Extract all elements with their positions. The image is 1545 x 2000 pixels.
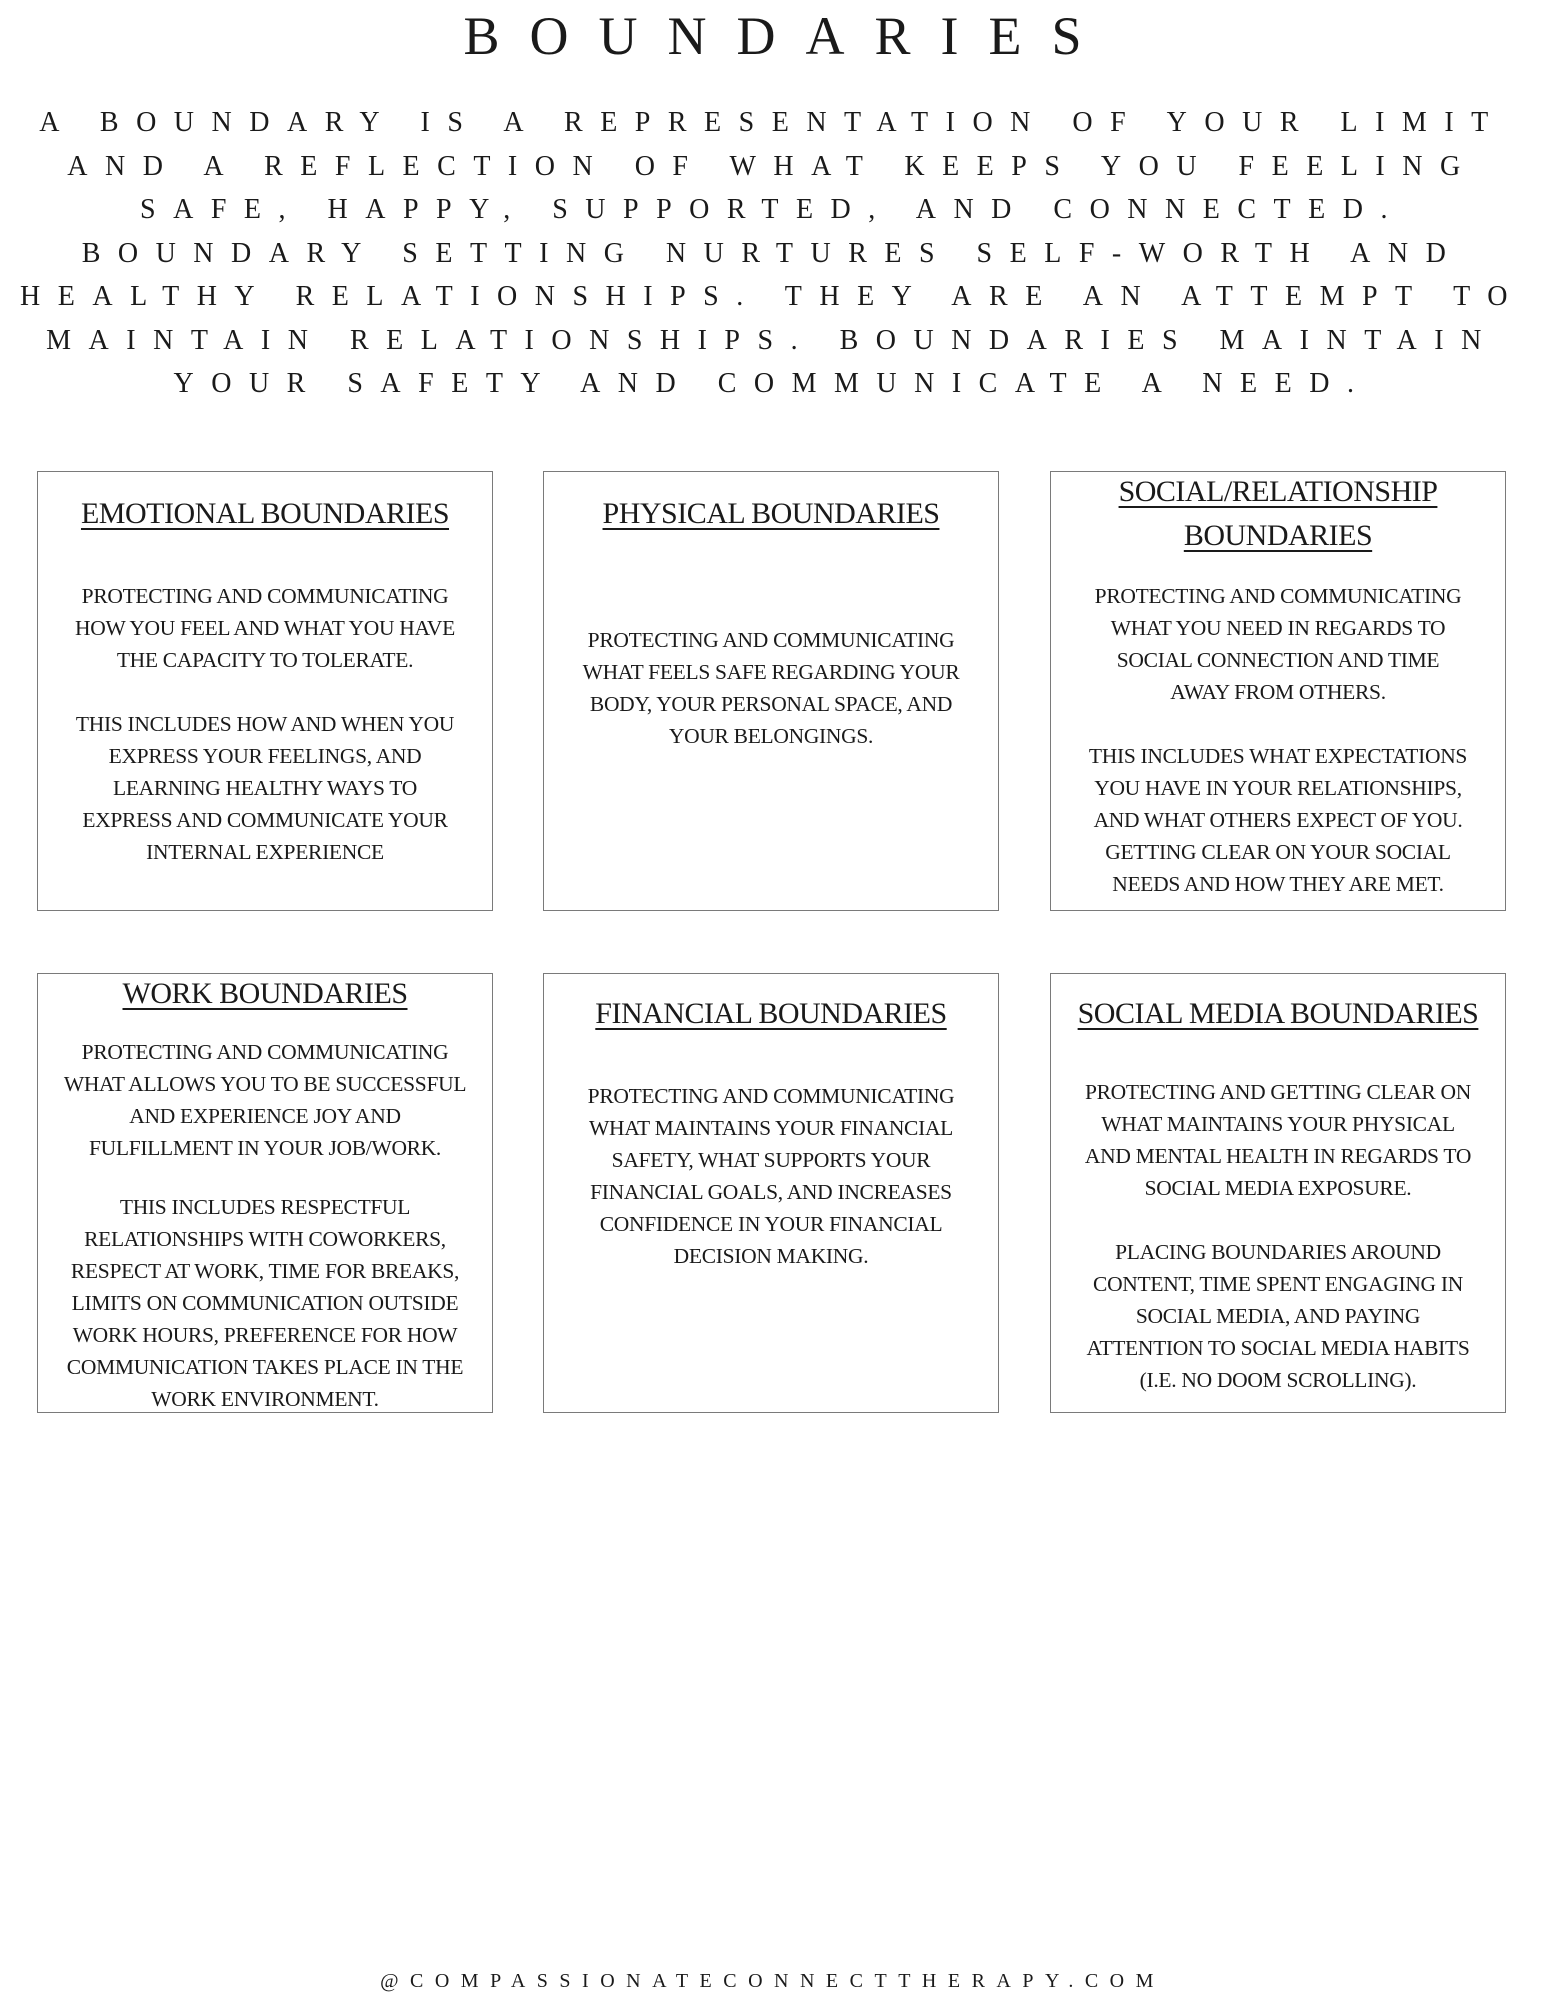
card-paragraph [1051,1076,1505,1204]
text-line: AND EXPERIENCE JOY AND [129,1104,401,1128]
text-line: AWAY FROM OTHERS. [1170,680,1386,704]
card-body [1051,1076,1505,1396]
card-title: FINANCIAL BOUNDARIES [595,997,947,1030]
card-paragraph [38,580,492,676]
text-line: THIS INCLUDES WHAT EXPECTATIONS [1088,744,1468,768]
card-title: PHYSICAL BOUNDARIES [602,497,940,530]
card-title: SOCIAL MEDIA BOUNDARIES [1077,997,1479,1030]
text-line: WHAT MAINTAINS YOUR FINANCIAL [588,1116,954,1140]
intro-line: MAINTAIN RELATIONSHIPS. BOUNDARIES MAINTAIN [46,324,1499,356]
text-line: CONFIDENCE IN YOUR FINANCIAL [599,1212,943,1236]
card-paragraph [1051,740,1505,900]
card-title: WORK BOUNDARIES [122,977,408,1010]
card-title: BOUNDARIES [1183,519,1373,552]
card-paragraph [38,1191,492,1413]
text-line: THIS INCLUDES RESPECTFUL [119,1195,411,1219]
emotional-boundaries-card [37,471,493,911]
intro-line: YOUR SAFETY AND COMMUNICATE A NEED. [173,368,1372,399]
social-media-boundaries-card [1050,973,1506,1413]
text-line: HOW YOU FEEL AND WHAT YOU HAVE [75,616,455,640]
text-line: WORK HOURS, PREFERENCE FOR HOW [72,1323,458,1347]
intro-line: SAFE, HAPPY, SUPPORTED, AND CONNECTED. [140,194,1405,225]
text-line: BODY, YOUR PERSONAL SPACE, AND [589,692,953,716]
text-line: THE CAPACITY TO TOLERATE. [116,648,414,672]
intro-line: HEALTHY RELATIONSHIPS. THEY ARE AN ATTEMPT TO [20,281,1525,312]
card-body [544,624,998,752]
text-line: WHAT FEELS SAFE REGARDING YOUR [582,660,960,684]
text-line: SOCIAL MEDIA, AND PAYING [1135,1304,1421,1328]
page-title: BOUNDARIES [463,6,1112,66]
text-line: SOCIAL MEDIA EXPOSURE. [1144,1176,1412,1200]
text-line: SAFETY, WHAT SUPPORTS YOUR [611,1148,931,1172]
text-line: NEEDS AND HOW THEY ARE MET. [1112,872,1444,896]
text-line: EXPRESS YOUR FEELINGS, AND [108,744,422,768]
card-paragraph [544,1080,998,1272]
text-line: FULFILLMENT IN YOUR JOB/WORK. [88,1136,442,1160]
text-line: LIMITS ON COMMUNICATION OUTSIDE [71,1291,459,1315]
work-boundaries-card [37,973,493,1413]
card-paragraph [1051,1236,1505,1396]
text-line: WHAT YOU NEED IN REGARDS TO [1110,616,1446,640]
text-line: GETTING CLEAR ON YOUR SOCIAL [1105,840,1451,864]
card-title: SOCIAL/RELATIONSHIP [1118,475,1438,508]
card-body [38,580,492,868]
intro-line: AND A REFLECTION OF WHAT KEEPS YOU FEELING [67,150,1478,182]
text-line: WHAT ALLOWS YOU TO BE SUCCESSFUL [63,1072,467,1096]
card-body [1051,580,1505,900]
intro-paragraph [20,101,1525,406]
text-line: EXPRESS AND COMMUNICATE YOUR [82,808,448,832]
text-line: CONTENT, TIME SPENT ENGAGING IN [1093,1272,1463,1296]
text-line: RELATIONSHIPS WITH COWORKERS, [84,1227,446,1251]
intro-line: BOUNDARY SETTING NURTURES SELF-WORTH AND [81,237,1464,269]
text-line: PLACING BOUNDARIES AROUND [1115,1240,1441,1264]
text-line: RESPECT AT WORK, TIME FOR BREAKS, [70,1259,460,1283]
text-line: PROTECTING AND GETTING CLEAR ON [1084,1080,1472,1104]
text-line: YOUR BELONGINGS. [668,724,874,748]
text-line: (I.E. NO DOOM SCROLLING). [1139,1368,1417,1392]
text-line: INTERNAL EXPERIENCE [146,840,384,864]
text-line: AND WHAT OTHERS EXPECT OF YOU. [1093,808,1463,832]
financial-boundaries-card [543,973,999,1413]
text-line: PROTECTING AND COMMUNICATING [587,1084,955,1108]
text-line: WORK ENVIRONMENT. [151,1387,379,1411]
social-relationship-boundaries-card [1050,471,1506,911]
text-line: ATTENTION TO SOCIAL MEDIA HABITS [1086,1336,1470,1360]
card-paragraph [544,624,998,752]
text-line: FINANCIAL GOALS, AND INCREASES [590,1180,952,1204]
text-line: PROTECTING AND COMMUNICATING [1094,584,1462,608]
card-body [38,1036,492,1413]
intro-line: A BOUNDARY IS A REPRESENTATION OF YOUR LIMIT [39,107,1506,138]
text-line: COMMUNICATION TAKES PLACE IN THE [66,1355,464,1379]
card-title: EMOTIONAL BOUNDARIES [80,497,450,530]
text-line: YOU HAVE IN YOUR RELATIONSHIPS, [1094,776,1462,800]
text-line: AND MENTAL HEALTH IN REGARDS TO [1084,1144,1472,1168]
text-line: PROTECTING AND COMMUNICATING [587,628,955,652]
text-line: WHAT MAINTAINS YOUR PHYSICAL [1101,1112,1455,1136]
physical-boundaries-card [543,471,999,911]
text-line: DECISION MAKING. [673,1244,869,1268]
text-line: PROTECTING AND COMMUNICATING [81,584,449,608]
card-paragraph [1051,580,1505,708]
card-paragraph [38,708,492,868]
text-line: THIS INCLUDES HOW AND WHEN YOU [75,712,455,736]
card-body [544,1080,998,1272]
text-line: LEARNING HEALTHY WAYS TO [113,776,417,800]
card-paragraph [38,1036,492,1164]
text-line: PROTECTING AND COMMUNICATING [81,1040,449,1064]
footer-website: @COMPASSIONATECONNECTTHERAPY.COM [380,1970,1165,1992]
text-line: SOCIAL CONNECTION AND TIME [1116,648,1440,672]
